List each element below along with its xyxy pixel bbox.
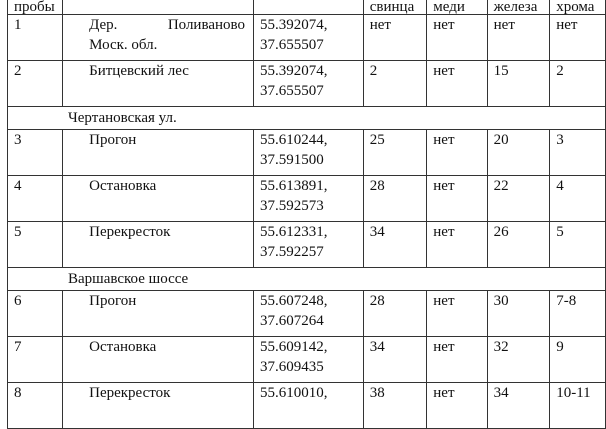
coordinates xyxy=(254,383,364,429)
section-row xyxy=(8,268,606,291)
chromium-value: 5 xyxy=(550,222,606,268)
header-cell: меди xyxy=(427,0,487,15)
lead-value: 34 xyxy=(363,337,427,383)
latitude: 55.610244, xyxy=(260,132,328,148)
copper-value: нет xyxy=(427,15,487,61)
iron-value: 34 xyxy=(487,383,550,429)
coordinates xyxy=(254,176,364,222)
sample-number: 2 xyxy=(8,61,63,107)
section-row xyxy=(8,107,606,130)
lead-value: 38 xyxy=(363,383,427,429)
sample-place: Прогон xyxy=(63,291,254,337)
longitude: 37.592573 xyxy=(260,198,324,214)
latitude: 55.610010, xyxy=(260,385,328,401)
section-title: Чертановская ул. xyxy=(8,107,606,130)
sample-number: 6 xyxy=(8,291,63,337)
sample-number: 4 xyxy=(8,176,63,222)
longitude: 37.592257 xyxy=(260,244,324,260)
table-row xyxy=(8,176,606,222)
header-cell xyxy=(254,0,364,15)
copper-value: нет xyxy=(427,337,487,383)
coordinates xyxy=(254,222,364,268)
chromium-value: 9 xyxy=(550,337,606,383)
sample-number: 7 xyxy=(8,337,63,383)
chromium-value: 2 xyxy=(550,61,606,107)
copper-value: нет xyxy=(427,61,487,107)
table-row xyxy=(8,130,606,176)
copper-value: нет xyxy=(427,383,487,429)
sample-number: 5 xyxy=(8,222,63,268)
longitude: 37.655507 xyxy=(260,83,324,99)
iron-value: нет xyxy=(487,15,550,61)
sample-number: 3 xyxy=(8,130,63,176)
place-word: Поливаново xyxy=(167,17,246,33)
copper-value: нет xyxy=(427,176,487,222)
sample-place: Битцевский лес xyxy=(63,61,254,107)
place-word: Дер. xyxy=(89,17,118,33)
lead-value: 25 xyxy=(363,130,427,176)
samples-table xyxy=(7,0,606,429)
table-header-row xyxy=(8,0,606,15)
table-row xyxy=(8,383,606,429)
iron-value: 22 xyxy=(487,176,550,222)
sample-place xyxy=(63,15,254,61)
table-row xyxy=(8,15,606,61)
sample-place: Перекресток xyxy=(63,222,254,268)
latitude: 55.392074, xyxy=(260,17,328,33)
chromium-value: 10-11 xyxy=(550,383,606,429)
copper-value: нет xyxy=(427,291,487,337)
lead-value: 34 xyxy=(363,222,427,268)
iron-value: 15 xyxy=(487,61,550,107)
coordinates xyxy=(254,15,364,61)
latitude: 55.612331, xyxy=(260,224,328,240)
lead-value: 28 xyxy=(363,291,427,337)
lead-value: 2 xyxy=(363,61,427,107)
table-row xyxy=(8,61,606,107)
header-cell: железа xyxy=(487,0,550,15)
latitude: 55.607248, xyxy=(260,293,328,309)
lead-value: нет xyxy=(363,15,427,61)
longitude: 37.655507 xyxy=(260,37,324,53)
latitude: 55.392074, xyxy=(260,63,328,79)
longitude: 37.591500 xyxy=(260,152,324,168)
header-cell: хрома xyxy=(550,0,606,15)
iron-value: 26 xyxy=(487,222,550,268)
iron-value: 20 xyxy=(487,130,550,176)
latitude: 55.609142, xyxy=(260,339,328,355)
longitude: 37.607264 xyxy=(260,313,324,329)
table-row xyxy=(8,337,606,383)
header-cell xyxy=(63,0,254,15)
sample-place: Прогон xyxy=(63,130,254,176)
coordinates xyxy=(254,291,364,337)
sample-place: Перекресток xyxy=(63,383,254,429)
header-cell: пробы xyxy=(8,0,63,15)
copper-value: нет xyxy=(427,222,487,268)
table-row xyxy=(8,222,606,268)
longitude: 37.609435 xyxy=(260,359,324,375)
copper-value: нет xyxy=(427,130,487,176)
chromium-value: 4 xyxy=(550,176,606,222)
chromium-value: нет xyxy=(550,15,606,61)
iron-value: 32 xyxy=(487,337,550,383)
place-region: Моск. обл. xyxy=(89,37,158,53)
chromium-value: 7-8 xyxy=(550,291,606,337)
table-row xyxy=(8,291,606,337)
coordinates xyxy=(254,130,364,176)
iron-value: 30 xyxy=(487,291,550,337)
coordinates xyxy=(254,337,364,383)
coordinates xyxy=(254,61,364,107)
sample-place: Остановка xyxy=(63,176,254,222)
sample-number: 8 xyxy=(8,383,63,429)
header-cell: свинца xyxy=(363,0,427,15)
chromium-value: 3 xyxy=(550,130,606,176)
latitude: 55.613891, xyxy=(260,178,328,194)
section-title: Варшавское шоссе xyxy=(8,268,606,291)
lead-value: 28 xyxy=(363,176,427,222)
sample-place: Остановка xyxy=(63,337,254,383)
sample-number: 1 xyxy=(8,15,63,61)
